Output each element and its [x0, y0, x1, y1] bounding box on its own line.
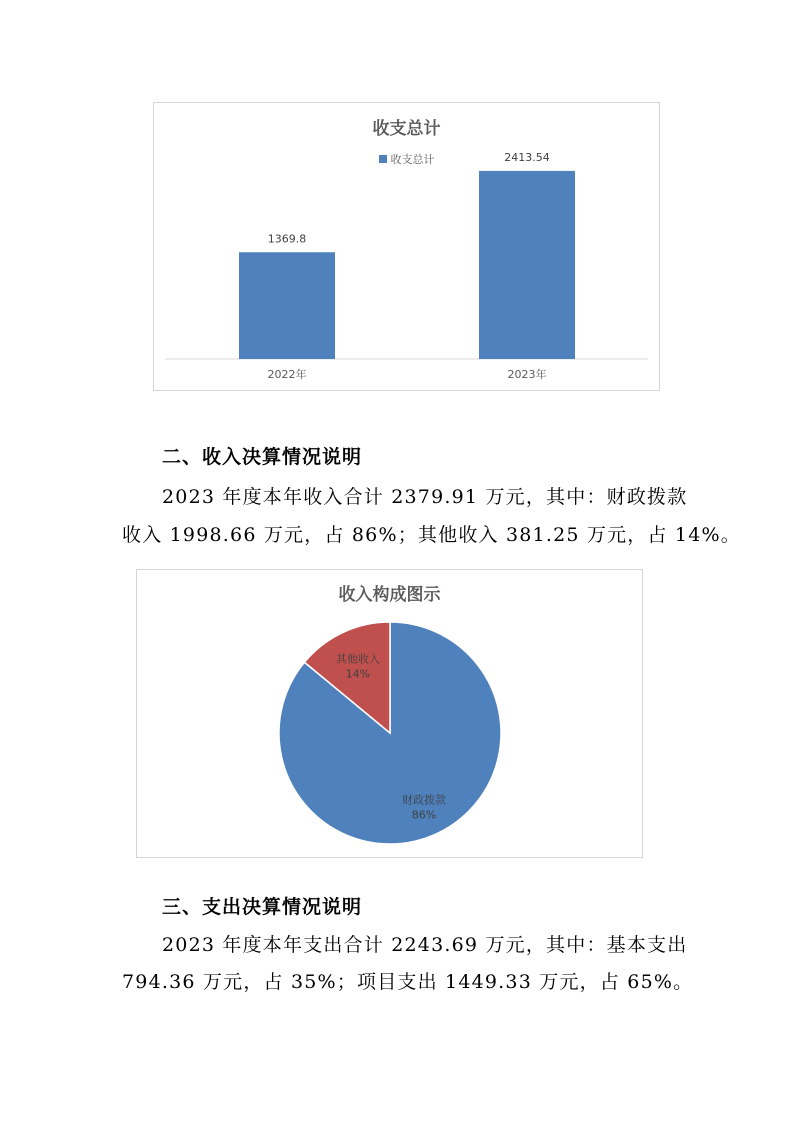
bar-data-label-2022: 1369.8	[267, 232, 307, 246]
income-paragraph-line2: 收入 1998.66 万元，占 86%；其他收入 381.25 万元，占 14%。	[122, 524, 741, 546]
bar-data-label-2023: 2413.54	[504, 150, 550, 164]
pie-chart	[136, 569, 643, 858]
bar-chart-plot	[154, 103, 659, 390]
expense-paragraph-line1: 2023 年度本年支出合计 2243.69 万元，其中：基本支出	[162, 934, 688, 956]
expense-paragraph-line2: 794.36 万元，占 35%；项目支出 1449.33 万元，占 65%。	[122, 971, 694, 993]
bar-2023	[479, 171, 575, 359]
bar-2022	[239, 252, 335, 359]
income-paragraph-line1: 2023 年度本年收入合计 2379.91 万元，其中：财政拨款	[162, 486, 688, 508]
bar-chart	[153, 102, 660, 391]
pie-percent-financial-appropriation: 86%	[411, 808, 437, 822]
legend-label: 收支总计	[390, 153, 435, 166]
pie-label-other-income: 其他收入	[335, 652, 380, 666]
pie-label-financial-appropriation: 财政拨款	[402, 793, 447, 807]
x-tick-label-2022: 2022年	[267, 368, 307, 381]
pie-chart-plot	[137, 570, 642, 857]
pie-chart-title: 收入构成图示	[338, 585, 441, 605]
pie-percent-other-income: 14%	[345, 667, 371, 681]
bar-chart-title: 收支总计	[372, 119, 441, 139]
section-heading-income: 二、收入决算情况说明	[162, 446, 363, 468]
section-heading-expense: 三、支出决算情况说明	[162, 896, 363, 918]
x-tick-label-2023: 2023年	[507, 368, 547, 381]
